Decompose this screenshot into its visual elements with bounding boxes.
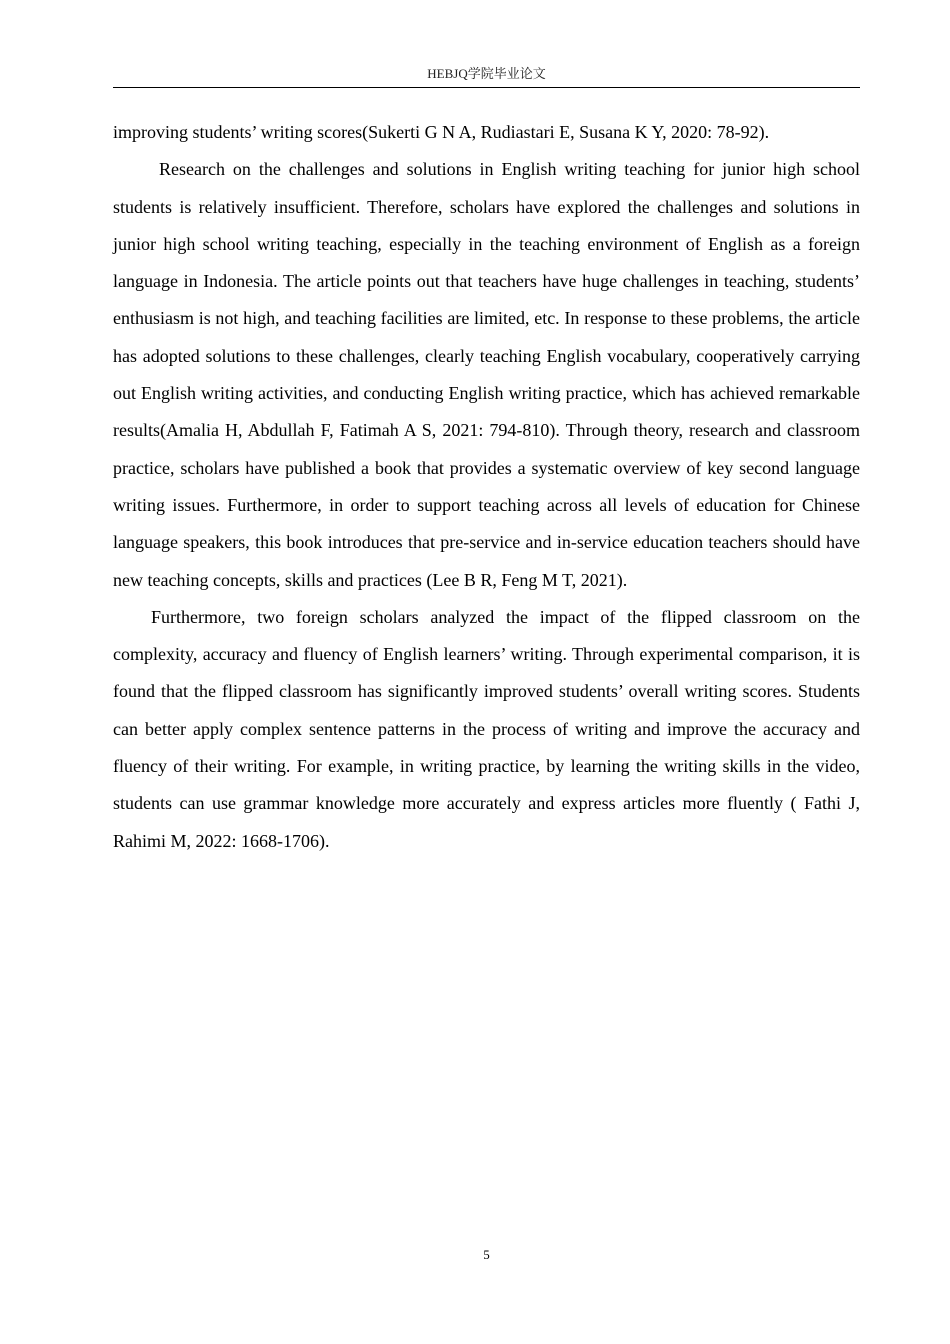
page-number: 5 xyxy=(483,1247,490,1262)
paragraph-challenges-solutions: Research on the challenges and solutions in English writing teaching for junior high school students is relatively insufficient. Therefore, scholars have explored the challenges and solutions in junior high school writing teaching, especially in the teaching environment of English as a foreign language in Indonesia. The article points out that teachers have huge challenges in teaching, students’ enthusiasm is not high, and teaching facilities are limited, etc. In response to these problems, the article has adopted solutions to these challenges, clearly teaching English vocabulary, cooperatively carrying out English writing activities, and conducting English writing practice, which has achieved remarkable results(Amalia H, Abdullah F, Fatimah A S, 2021: 794-810). Through theory, research and classroom practice, scholars have published a book that provides a systematic overview of key second language writing issues. Furthermore, in order to support teaching across all levels of education for Chinese language speakers, this book introduces that pre-service and in-service education teachers should have new teaching concepts, skills and practices (Lee B R, Feng M T, 2021). xyxy=(113,159,860,590)
document-body xyxy=(113,114,860,860)
header-divider xyxy=(113,87,860,88)
paragraph-flipped-classroom: Furthermore, two foreign scholars analyzed the impact of the flipped classroom on the complexity, accuracy and fluency of English learners’ writing. Through experimental comparison, it is found that the flipped classroom has significantly improved students’ overall writing scores. Students can better apply complex sentence patterns in the process of writing and improve the accuracy and fluency of their writing. For example, in writing practice, by learning the writing skills in the video, students can use grammar knowledge more accurately and express articles more fluently ( Fathi J, Rahimi M, 2022: 1668-1706). xyxy=(113,606,860,851)
paragraph-continuation: improving students’ writing scores(Sukerti G N A, Rudiastari E, Susana K Y, 2020: 78-92). xyxy=(113,122,770,142)
page-header: HEBJQ学院毕业论文 xyxy=(427,66,546,81)
